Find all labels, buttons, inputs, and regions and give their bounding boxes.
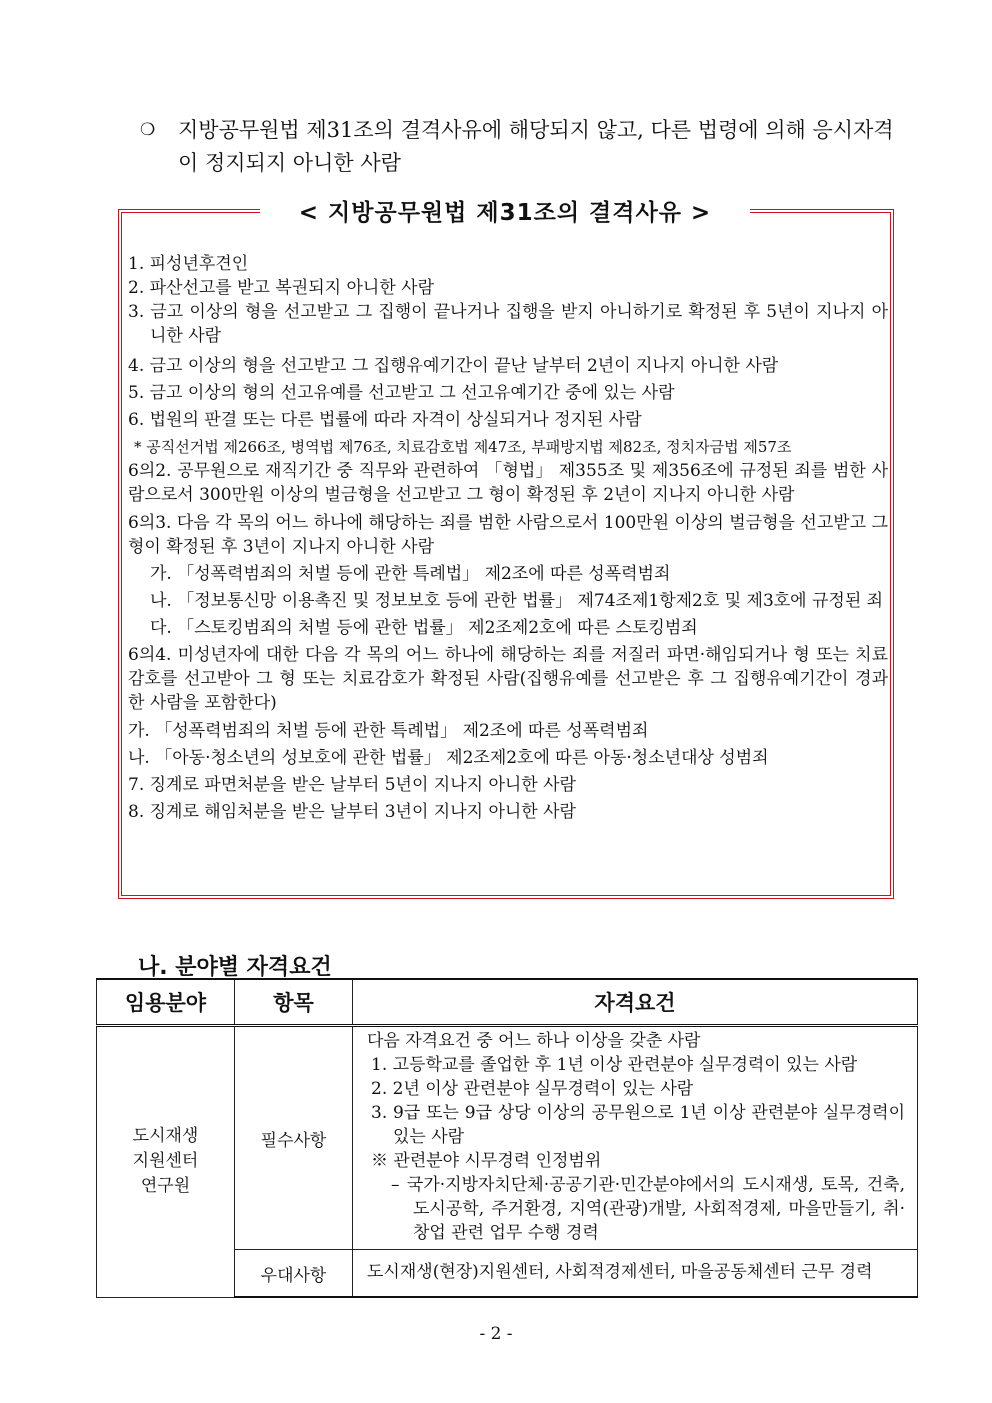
page-number: - 2 - <box>479 1324 513 1344</box>
table-header-row <box>97 979 918 1026</box>
list-item: 1. 피성년후견인 <box>128 254 249 274</box>
list-note: * 공직선거법 제266조, 병역법 제76조, 치료감호법 제47조, 부패방지법 제82조, 정치자금법 제57조 <box>134 438 792 456</box>
field-cell <box>97 1026 235 1298</box>
detail-line: 3. 9급 또는 9급 상당 이상의 공무원으로 1년 이상 관련분야 실무경력이 있는 사람 <box>371 1103 905 1147</box>
table-row <box>97 1026 918 1250</box>
required-detail-cell <box>353 1026 918 1250</box>
header-item: 항목 <box>235 979 353 1026</box>
list-subitem: 다. 「스토킹범죄의 처벌 등에 관한 법률」 제2조제2호에 따른 스토킹범죄 <box>150 618 698 638</box>
list-item: 8. 징계로 해임처분을 받은 날부터 3년이 지나지 아니한 사람 <box>128 802 576 822</box>
detail-line: 다음 자격요건 중 어느 하나 이상을 갖춘 사람 <box>367 1031 701 1051</box>
requirements-table <box>96 978 918 1298</box>
list-item: 6. 법원의 판결 또는 다른 법률에 따라 자격이 상실되거나 정지된 사람 <box>128 410 642 430</box>
list-subitem: 나. 「정보통신망 이용촉진 및 정보보호 등에 관한 법률」 제74조제1항제2호 및 제3호에 규정된 죄 <box>150 591 884 611</box>
list-item: 6의4. 미성년자에 대한 다음 각 목의 어느 하나에 해당하는 죄를 저질러 파면·해임되거나 형 또는 치료감호를 선고받아 그 형 또는 치료감호가 확정된 사람(집행유예를 선고받은 후 그 집행유예기간이 경과한 사람을 포함한다) <box>128 645 888 713</box>
detail-line: 2. 2년 이상 관련분야 실무경력이 있는 사람 <box>371 1079 694 1099</box>
list-item: 6의2. 공무원으로 재직기간 중 직무와 관련하여 「형법」 제355조 및 제356조에 규정된 죄를 범한 사람으로서 300만원 이상의 벌금형을 선고받고 그 형이 확정된 후 2년이 지나지 아니한 사람 <box>128 461 888 505</box>
preferred-detail-cell: 도시재생(현장)지원센터, 사회적경제센터, 마을공동체센터 근무 경력 <box>353 1250 918 1298</box>
intro-paragraph <box>140 114 910 180</box>
list-subitem: 가. 「성폭력범죄의 처벌 등에 관한 특례법」 제2조에 따른 성폭력범죄 <box>150 564 671 584</box>
list-item: 7. 징계로 파면처분을 받은 날부터 5년이 지나지 아니한 사람 <box>128 775 576 795</box>
header-requirements: 자격요건 <box>353 979 918 1026</box>
list-subitem: 나. 「아동·청소년의 성보호에 관한 법률」 제2조제2호에 따른 아동·청소년대상 성범죄 <box>128 748 769 768</box>
intro-text: 지방공무원법 제31조의 결격사유에 해당되지 않고, 다른 법령에 의해 응시자격이 정지되지 아니한 사람 <box>178 118 894 175</box>
preferred-label-cell: 우대사항 <box>235 1250 353 1298</box>
detail-line: ※ 관련분야 시무경력 인정범위 <box>371 1151 602 1171</box>
section-title: 나. 분야별 자격요건 <box>138 955 332 980</box>
detail-line: – 국가·지방자치단체·공공기관·민간분야에서의 도시재생, 토목, 건축, 도시공학, 주거환경, 지역(관광)개발, 사회적경제, 마을만들기, 취·창업 관련 업무 수행 경력 <box>391 1175 905 1243</box>
field-name: 도시재생 지원센터 연구원 <box>132 1126 199 1197</box>
header-field: 임용분야 <box>97 979 235 1026</box>
box-title: < 지방공무원법 제31조의 결격사유 > <box>260 196 750 230</box>
list-subitem: 가. 「성폭력범죄의 처벌 등에 관한 특례법」 제2조에 따른 성폭력범죄 <box>128 721 649 741</box>
detail-line: 1. 고등학교를 졸업한 후 1년 이상 관련분야 실무경력이 있는 사람 <box>371 1055 858 1075</box>
list-item: 6의3. 다음 각 목의 어느 하나에 해당하는 죄를 범한 사람으로서 100만원 이상의 벌금형을 선고받고 그 형이 확정된 후 3년이 지나지 아니한 사람 <box>128 513 888 557</box>
circle-bullet-icon: ❍ <box>140 120 156 140</box>
list-item: 4. 금고 이상의 형을 선고받고 그 집행유예기간이 끝난 날부터 2년이 지나지 아니한 사람 <box>128 356 779 376</box>
required-label-cell: 필수사항 <box>235 1026 353 1250</box>
list-item: 3. 금고 이상의 형을 선고받고 그 집행이 끝나거나 집행을 받지 아니하기로 확정된 후 5년이 지나지 아니한 사람 <box>128 302 888 346</box>
list-item: 2. 파산선고를 받고 복권되지 아니한 사람 <box>128 278 434 298</box>
disqualification-list <box>128 252 888 824</box>
list-item: 5. 금고 이상의 형의 선고유예를 선고받고 그 선고유예기간 중에 있는 사람 <box>128 383 675 403</box>
